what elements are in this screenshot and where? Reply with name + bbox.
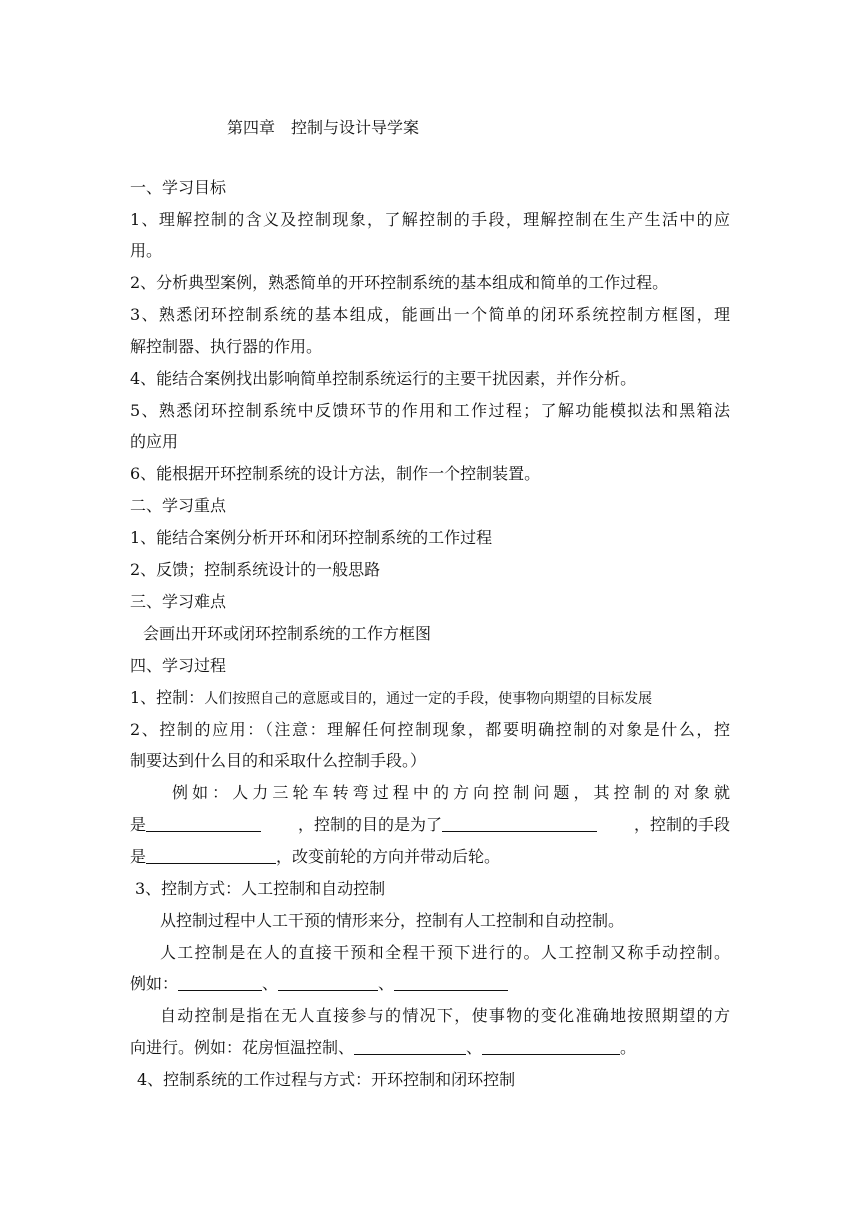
example-line-3: 是 ，改变前轮的方向并带动后轮。 xyxy=(130,847,501,866)
objective-3-line-1: 3、熟悉闭环控制系统的基本组成，能画出一个简单的闭环系统控制方框图，理 xyxy=(130,305,730,324)
blank-control-purpose[interactable] xyxy=(442,817,597,832)
example-line-1: 例如：人力三轮车转弯过程中的方向控制问题，其控制的对象就 xyxy=(172,783,730,802)
example-text: ，控制的目的是为了 xyxy=(298,815,597,835)
blank-manual-example-1[interactable] xyxy=(178,976,262,991)
section-heading-difficulty: 三、学习难点 xyxy=(130,592,227,611)
blank-control-object[interactable] xyxy=(146,817,261,832)
objective-1-line-2: 用。 xyxy=(130,241,163,260)
process-item-3-para-2: 人工控制是在人的直接干预和全程干预下进行的。人工控制又称手动控制。 xyxy=(160,943,730,962)
example-line-2 xyxy=(130,815,730,835)
process-item-3: 3、控制方式：人工控制和自动控制 xyxy=(135,879,386,898)
keypoint-1: 1、能结合案例分析开环和闭环控制系统的工作过程 xyxy=(130,528,493,547)
process-item-2-line-1: 2、控制的应用：（注意：理解任何控制现象，都要明确控制的对象是什么，控 xyxy=(130,720,730,739)
section-heading-keypoints: 二、学习重点 xyxy=(130,496,227,515)
example-text: 是 xyxy=(130,815,261,835)
objective-4: 4、能结合案例找出影响简单控制系统运行的主要干扰因素，并作分析。 xyxy=(130,369,637,388)
objective-5-line-2: 的应用 xyxy=(130,432,179,451)
process-item-3-para-1: 从控制过程中人工干预的情形来分，控制有人工控制和自动控制。 xyxy=(160,911,625,930)
blank-manual-example-2[interactable] xyxy=(278,976,378,991)
objective-1-line-1: 1、理解控制的含义及控制现象，了解控制的手段，理解控制在生产生活中的应 xyxy=(130,210,730,229)
objective-6: 6、能根据开环控制系统的设计方法，制作一个控制装置。 xyxy=(130,464,541,483)
process-item-3-para-3: 自动控制是指在无人直接参与的情况下，使事物的变化准确地按照期望的方 xyxy=(160,1006,730,1025)
keypoint-2: 2、反馈；控制系统设计的一般思路 xyxy=(130,560,381,579)
blank-control-means[interactable] xyxy=(146,849,276,864)
process-item-1-label: 1、控制： xyxy=(130,688,205,707)
auto-control-examples: 向进行。例如：花房恒温控制、 、 。 xyxy=(130,1038,637,1057)
objective-5-line-1: 5、熟悉闭环控制系统中反馈环节的作用和工作过程；了解功能模拟法和黑箱法 xyxy=(130,401,730,420)
objective-3-line-2: 解控制器、执行器的作用。 xyxy=(130,337,323,356)
blank-auto-example-2[interactable] xyxy=(482,1040,620,1055)
example-text: ，控制的手段 xyxy=(633,815,730,834)
process-item-4: 4、控制系统的工作过程与方式：开环控制和闭环控制 xyxy=(137,1070,516,1089)
process-item-1 xyxy=(130,688,730,709)
objective-2: 2、分析典型案例，熟悉简单的开环控制系统的基本组成和简单的工作过程。 xyxy=(130,273,669,292)
process-item-2-line-2: 制要达到什么目的和采取什么控制手段。） xyxy=(130,751,427,770)
section-heading-objectives: 一、学习目标 xyxy=(130,178,227,197)
blank-manual-example-3[interactable] xyxy=(394,976,508,991)
page-title: 第四章 控制与设计导学案 xyxy=(227,118,420,137)
process-item-1-text: 人们按照自己的意愿或目的，通过一定的手段，使事物向期望的目标发展 xyxy=(204,691,653,707)
section-heading-process: 四、学习过程 xyxy=(130,656,227,675)
blank-auto-example-1[interactable] xyxy=(354,1040,466,1055)
manual-control-examples: 例如： 、 、 xyxy=(130,974,730,994)
difficulty-1: 会画出开环或闭环控制系统的工作方框图 xyxy=(143,624,432,643)
